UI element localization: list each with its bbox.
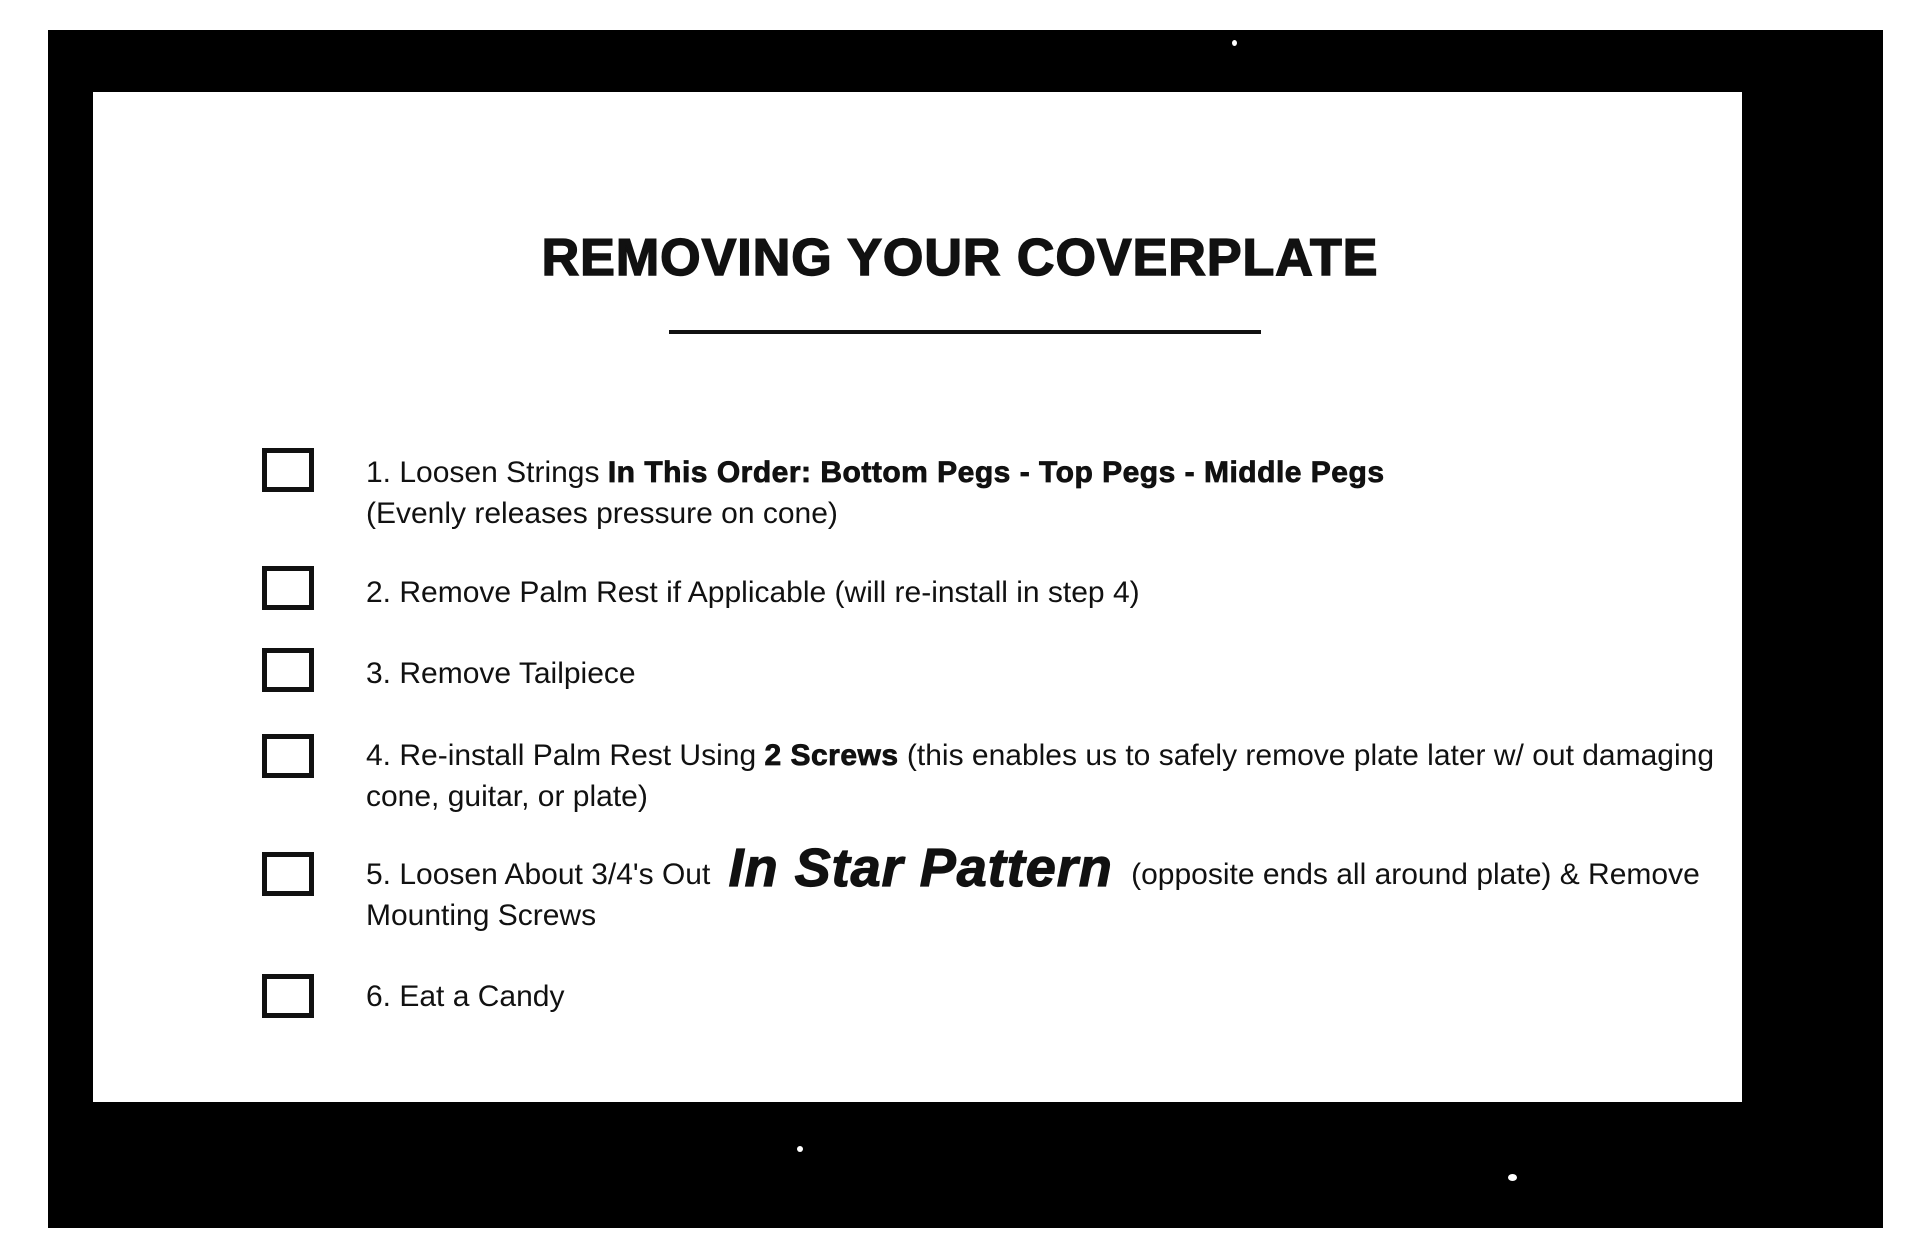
step-3-text: 3. Remove Tailpiece [366, 657, 636, 690]
frame-speck [1232, 40, 1237, 46]
step-4-emphasis: 2 Screws [764, 739, 899, 772]
step-6-checkbox[interactable] [262, 974, 314, 1018]
step-5-note: (opposite ends all around plate) & Remove Mounting Screws [366, 858, 1700, 932]
page-title: REMOVING YOUR COVERPLATE [541, 229, 1379, 287]
frame-speck [147, 106, 152, 110]
frame-speck [1508, 1174, 1517, 1181]
step-4-note: (this enables us to safely remove plate later w/ out damaging cone, guitar, or plate) [366, 739, 1714, 813]
step-4-intro: 4. Re-install Palm Rest Using [366, 739, 765, 772]
frame-speck [797, 1146, 803, 1152]
step-4-checkbox[interactable] [262, 734, 314, 778]
step-5-emphasis: In Star Pattern [728, 838, 1113, 898]
step-1-emphasis: In This Order: Bottom Pegs - Top Pegs - Middle Pegs [607, 456, 1385, 489]
step-1-intro: 1. Loosen Strings [366, 456, 608, 489]
step-1-text [366, 452, 1726, 534]
step-1-note: (Evenly releases pressure on cone) [366, 497, 838, 530]
title-underline [669, 330, 1261, 334]
step-2-checkbox[interactable] [262, 566, 314, 610]
step-1-checkbox[interactable] [262, 448, 314, 492]
step-5-intro: 5. Loosen About 3/4's Out [366, 858, 719, 891]
step-5-checkbox[interactable] [262, 852, 314, 896]
step-5-text [366, 838, 1726, 936]
step-3-checkbox[interactable] [262, 648, 314, 692]
frame-speck [160, 110, 164, 114]
step-2-text: 2. Remove Palm Rest if Applicable (will re-install in step 4) [366, 576, 1140, 609]
step-4-text [366, 735, 1726, 817]
step-6-text: 6. Eat a Candy [366, 980, 565, 1013]
